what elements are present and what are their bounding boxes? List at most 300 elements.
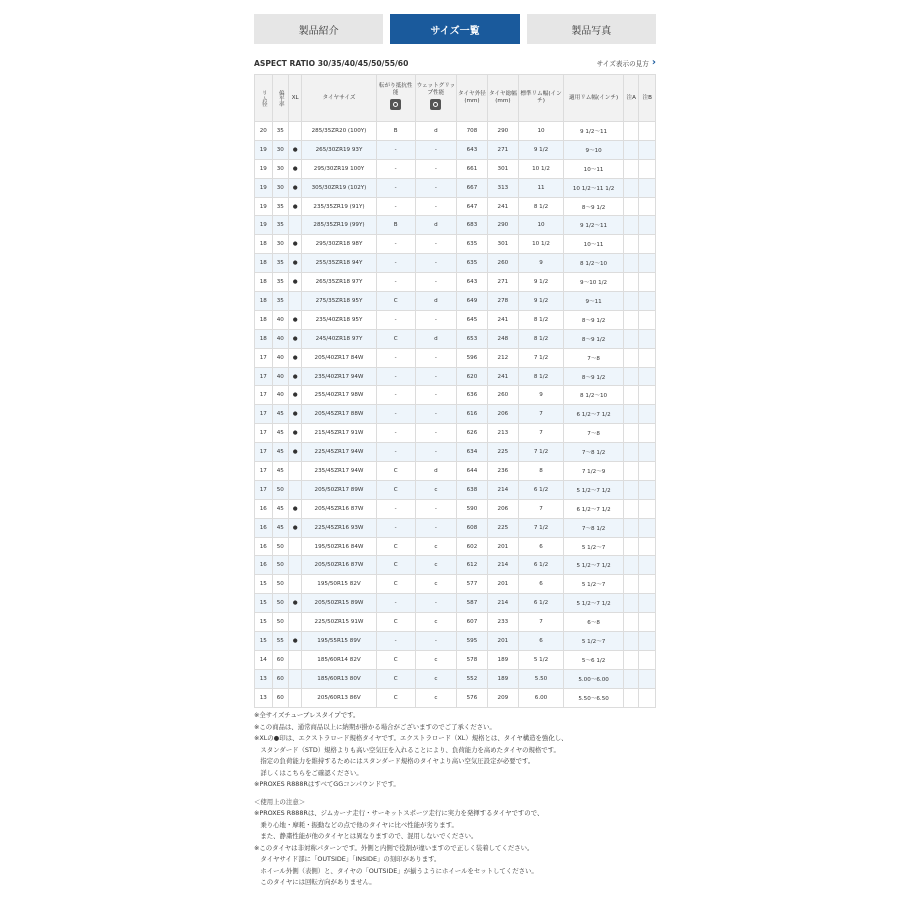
- cell-rolling-grade: C: [376, 329, 415, 348]
- table-row: [255, 292, 656, 311]
- cell-wet-grade: c: [415, 688, 456, 707]
- cell-aspect-ratio: 40: [272, 348, 288, 367]
- cell-rim-diameter: 15: [255, 613, 273, 632]
- cell-tire-size: 225/45ZR17 94W: [302, 443, 376, 462]
- cell-rim-diameter: 13: [255, 669, 273, 688]
- cell-xl-mark: ●: [289, 443, 302, 462]
- cell-note-b: [639, 424, 656, 443]
- size-guide-label[interactable]: サイズ表示の見方: [596, 60, 649, 68]
- cell-note-b: [639, 122, 656, 141]
- size-guide-link[interactable]: [597, 58, 656, 68]
- cell-aspect-ratio: 40: [272, 329, 288, 348]
- table-row: [255, 254, 656, 273]
- cell-note-b: [639, 310, 656, 329]
- cell-outer-diameter: 552: [457, 669, 488, 688]
- cell-note-a: [623, 575, 638, 594]
- notes-section: [254, 710, 674, 889]
- cell-rim-diameter: 13: [255, 688, 273, 707]
- cell-note-a: [623, 273, 638, 292]
- cell-xl-mark: ●: [289, 424, 302, 443]
- col-applicable-rim: 適用リム幅(インチ): [564, 75, 624, 122]
- cell-tire-size: 205/45ZR17 88W: [302, 405, 376, 424]
- cell-applicable-rim: 8 1/2～10: [564, 386, 624, 405]
- table-row: [255, 613, 656, 632]
- size-table: [254, 74, 656, 708]
- cell-aspect-ratio: 40: [272, 386, 288, 405]
- cell-wet-grade: -: [415, 443, 456, 462]
- cell-total-width: 278: [487, 292, 518, 311]
- cell-note-a: [623, 235, 638, 254]
- cell-total-width: 213: [487, 424, 518, 443]
- cell-standard-rim: 6.00: [518, 688, 563, 707]
- cell-rolling-grade: -: [376, 310, 415, 329]
- table-row: [255, 499, 656, 518]
- table-row: [255, 556, 656, 575]
- cell-rim-diameter: 17: [255, 462, 273, 481]
- notes-list: [254, 710, 674, 791]
- cell-aspect-ratio: 55: [272, 632, 288, 651]
- cell-total-width: 225: [487, 518, 518, 537]
- table-row: [255, 669, 656, 688]
- cell-standard-rim: 9: [518, 386, 563, 405]
- cell-applicable-rim: 8～9 1/2: [564, 310, 624, 329]
- cell-tire-size: 205/50ZR15 89W: [302, 594, 376, 613]
- cell-note-b: [639, 632, 656, 651]
- table-row: [255, 235, 656, 254]
- cell-rolling-grade: -: [376, 367, 415, 386]
- cell-note-b: [639, 613, 656, 632]
- cell-outer-diameter: 661: [457, 159, 488, 178]
- table-row: [255, 518, 656, 537]
- cell-rolling-grade: -: [376, 197, 415, 216]
- cell-applicable-rim: 5.00～6.00: [564, 669, 624, 688]
- cell-note-b: [639, 669, 656, 688]
- cell-total-width: 189: [487, 650, 518, 669]
- cell-note-b: [639, 386, 656, 405]
- cell-total-width: 260: [487, 386, 518, 405]
- cell-outer-diameter: 602: [457, 537, 488, 556]
- cell-tire-size: 285/35ZR19 (99Y): [302, 216, 376, 235]
- cell-outer-diameter: 635: [457, 235, 488, 254]
- cell-xl-mark: ●: [289, 594, 302, 613]
- cell-applicable-rim: 5.50～6.50: [564, 688, 624, 707]
- cell-standard-rim: 6 1/2: [518, 556, 563, 575]
- cell-note-b: [639, 178, 656, 197]
- cell-xl-mark: [289, 292, 302, 311]
- cell-tire-size: 205/60R13 86V: [302, 688, 376, 707]
- cell-aspect-ratio: 50: [272, 556, 288, 575]
- col-aspect-ratio: 偏平率: [272, 75, 288, 122]
- cell-xl-mark: ●: [289, 197, 302, 216]
- cell-note-a: [623, 632, 638, 651]
- cell-tire-size: 205/40ZR17 84W: [302, 348, 376, 367]
- cell-total-width: 290: [487, 122, 518, 141]
- cell-standard-rim: 7 1/2: [518, 518, 563, 537]
- cell-rim-diameter: 19: [255, 159, 273, 178]
- size-table-body: [255, 122, 656, 708]
- cell-wet-grade: -: [415, 348, 456, 367]
- cell-tire-size: 235/40ZR18 95Y: [302, 310, 376, 329]
- cell-rolling-grade: -: [376, 386, 415, 405]
- cell-rim-diameter: 17: [255, 443, 273, 462]
- cell-outer-diameter: 644: [457, 462, 488, 481]
- heading-row: [254, 56, 656, 70]
- col-note-b: 注B: [639, 75, 656, 122]
- cell-total-width: 201: [487, 537, 518, 556]
- cell-total-width: 313: [487, 178, 518, 197]
- tab-bar: [254, 14, 656, 44]
- cell-standard-rim: 10 1/2: [518, 159, 563, 178]
- cell-rolling-grade: -: [376, 424, 415, 443]
- cell-applicable-rim: 6～8: [564, 613, 624, 632]
- cell-outer-diameter: 667: [457, 178, 488, 197]
- table-row: [255, 480, 656, 499]
- cell-outer-diameter: 616: [457, 405, 488, 424]
- cell-aspect-ratio: 50: [272, 537, 288, 556]
- cell-outer-diameter: 626: [457, 424, 488, 443]
- cell-total-width: 201: [487, 575, 518, 594]
- cell-rim-diameter: 19: [255, 197, 273, 216]
- note-line: ※XLの●印は、エクストラロード規格タイヤです。エクストラロード（XL）規格とは、タイヤ構造を強化し、: [254, 734, 568, 742]
- usage-note-line: また、静粛性能が他のタイヤとは異なりますので、混用しないでください。: [254, 832, 478, 840]
- cell-note-b: [639, 159, 656, 178]
- cell-applicable-rim: 7～8 1/2: [564, 518, 624, 537]
- note-line: ※PROXES R888RはすべてGGコンパウンドです。: [254, 780, 400, 788]
- cell-rim-diameter: 17: [255, 386, 273, 405]
- cell-rim-diameter: 14: [255, 650, 273, 669]
- cell-tire-size: 255/40ZR17 98W: [302, 386, 376, 405]
- cell-aspect-ratio: 30: [272, 159, 288, 178]
- cell-total-width: 301: [487, 159, 518, 178]
- usage-note-line: このタイヤには回転方向がありません。: [254, 878, 376, 886]
- cell-standard-rim: 6 1/2: [518, 480, 563, 499]
- cell-rolling-grade: B: [376, 216, 415, 235]
- cell-outer-diameter: 587: [457, 594, 488, 613]
- cell-applicable-rim: 5 1/2～7 1/2: [564, 480, 624, 499]
- cell-xl-mark: [289, 613, 302, 632]
- cell-rolling-grade: -: [376, 273, 415, 292]
- cell-outer-diameter: 643: [457, 140, 488, 159]
- cell-note-a: [623, 367, 638, 386]
- chevron-right-icon[interactable]: ›: [651, 57, 656, 68]
- aspect-ratio-heading: ASPECT RATIO 30/35/40/45/50/55/60: [254, 58, 409, 68]
- cell-note-a: [623, 613, 638, 632]
- cell-wet-grade: -: [415, 499, 456, 518]
- cell-xl-mark: [289, 575, 302, 594]
- cell-xl-mark: ●: [289, 518, 302, 537]
- cell-tire-size: 195/50R15 82V: [302, 575, 376, 594]
- usage-note-line: ホイール外側（表側）と、タイヤの「OUTSIDE」が揃うようにホイールをセットしてください。: [254, 866, 538, 875]
- cell-xl-mark: ●: [289, 273, 302, 292]
- cell-outer-diameter: 649: [457, 292, 488, 311]
- col-xl: XL: [289, 75, 302, 122]
- cell-applicable-rim: 9～10 1/2: [564, 273, 624, 292]
- cell-note-b: [639, 575, 656, 594]
- cell-outer-diameter: 620: [457, 367, 488, 386]
- cell-tire-size: 185/60R13 80V: [302, 669, 376, 688]
- cell-rolling-grade: -: [376, 499, 415, 518]
- table-row: [255, 140, 656, 159]
- table-row: [255, 405, 656, 424]
- cell-note-a: [623, 688, 638, 707]
- table-row: [255, 650, 656, 669]
- cell-note-a: [623, 159, 638, 178]
- cell-rolling-grade: C: [376, 575, 415, 594]
- cell-total-width: 214: [487, 556, 518, 575]
- table-row: [255, 632, 656, 651]
- cell-xl-mark: ●: [289, 254, 302, 273]
- cell-outer-diameter: 595: [457, 632, 488, 651]
- cell-rim-diameter: 17: [255, 405, 273, 424]
- cell-rim-diameter: 19: [255, 178, 273, 197]
- cell-note-b: [639, 216, 656, 235]
- cell-standard-rim: 9: [518, 254, 563, 273]
- cell-note-b: [639, 462, 656, 481]
- cell-tire-size: 185/60R14 82V: [302, 650, 376, 669]
- cell-rolling-grade: -: [376, 443, 415, 462]
- cell-standard-rim: 8 1/2: [518, 310, 563, 329]
- cell-note-b: [639, 348, 656, 367]
- table-row: [255, 424, 656, 443]
- cell-rim-diameter: 20: [255, 122, 273, 141]
- cell-outer-diameter: 635: [457, 254, 488, 273]
- col-note-a: 注A: [623, 75, 638, 122]
- cell-note-a: [623, 424, 638, 443]
- cell-rolling-grade: -: [376, 632, 415, 651]
- cell-note-a: [623, 197, 638, 216]
- cell-note-b: [639, 499, 656, 518]
- cell-wet-grade: c: [415, 480, 456, 499]
- cell-aspect-ratio: 45: [272, 499, 288, 518]
- cell-note-a: [623, 518, 638, 537]
- cell-xl-mark: ●: [289, 499, 302, 518]
- cell-wet-grade: -: [415, 424, 456, 443]
- cell-rolling-grade: C: [376, 688, 415, 707]
- cell-rim-diameter: 18: [255, 254, 273, 273]
- cell-rolling-grade: -: [376, 159, 415, 178]
- cell-xl-mark: ●: [289, 632, 302, 651]
- cell-standard-rim: 7: [518, 499, 563, 518]
- cell-xl-mark: ●: [289, 386, 302, 405]
- cell-note-b: [639, 292, 656, 311]
- cell-tire-size: 265/30ZR19 93Y: [302, 140, 376, 159]
- cell-note-b: [639, 594, 656, 613]
- note-line: スタンダード（STD）規格よりも高い空気圧を入れることにより、負荷能力を高めたタイヤの規格です。: [254, 745, 560, 754]
- cell-note-a: [623, 669, 638, 688]
- cell-outer-diameter: 643: [457, 273, 488, 292]
- cell-applicable-rim: 5 1/2～7 1/2: [564, 594, 624, 613]
- cell-note-b: [639, 480, 656, 499]
- cell-aspect-ratio: 45: [272, 462, 288, 481]
- cell-note-b: [639, 518, 656, 537]
- cell-aspect-ratio: 35: [272, 292, 288, 311]
- cell-aspect-ratio: 60: [272, 688, 288, 707]
- cell-note-a: [623, 537, 638, 556]
- cell-note-b: [639, 140, 656, 159]
- cell-standard-rim: 8 1/2: [518, 329, 563, 348]
- cell-standard-rim: 5.50: [518, 669, 563, 688]
- cell-wet-grade: c: [415, 556, 456, 575]
- cell-outer-diameter: 636: [457, 386, 488, 405]
- cell-standard-rim: 10: [518, 216, 563, 235]
- cell-total-width: 271: [487, 273, 518, 292]
- cell-outer-diameter: 576: [457, 688, 488, 707]
- cell-tire-size: 265/35ZR18 97Y: [302, 273, 376, 292]
- cell-rolling-grade: C: [376, 556, 415, 575]
- cell-tire-size: 305/30ZR19 (102Y): [302, 178, 376, 197]
- cell-xl-mark: ●: [289, 348, 302, 367]
- cell-applicable-rim: 6 1/2～7 1/2: [564, 499, 624, 518]
- cell-outer-diameter: 634: [457, 443, 488, 462]
- cell-rim-diameter: 16: [255, 556, 273, 575]
- cell-note-a: [623, 480, 638, 499]
- cell-standard-rim: 7: [518, 613, 563, 632]
- cell-rolling-grade: -: [376, 254, 415, 273]
- cell-wet-grade: -: [415, 310, 456, 329]
- cell-rim-diameter: 19: [255, 216, 273, 235]
- cell-xl-mark: ●: [289, 310, 302, 329]
- cell-note-b: [639, 537, 656, 556]
- cell-rolling-grade: C: [376, 537, 415, 556]
- table-row: [255, 367, 656, 386]
- cell-wet-grade: -: [415, 178, 456, 197]
- note-line: 詳しくはこちらをご確認ください。: [254, 768, 363, 777]
- cell-rim-diameter: 18: [255, 273, 273, 292]
- cell-applicable-rim: 7～8: [564, 348, 624, 367]
- table-row: [255, 462, 656, 481]
- col-rim-diameter: リム径: [255, 75, 273, 122]
- cell-tire-size: 235/45ZR17 94W: [302, 462, 376, 481]
- cell-xl-mark: [289, 216, 302, 235]
- cell-tire-size: 285/35ZR20 (100Y): [302, 122, 376, 141]
- cell-aspect-ratio: 40: [272, 310, 288, 329]
- cell-applicable-rim: 9～11: [564, 292, 624, 311]
- cell-applicable-rim: 5 1/2～7 1/2: [564, 556, 624, 575]
- cell-tire-size: 205/45ZR16 87W: [302, 499, 376, 518]
- cell-aspect-ratio: 45: [272, 424, 288, 443]
- cell-total-width: 260: [487, 254, 518, 273]
- rolling-resistance-label: 転がり抵抗性能: [378, 83, 413, 96]
- cell-wet-grade: d: [415, 122, 456, 141]
- cell-tire-size: 205/50ZR16 87W: [302, 556, 376, 575]
- cell-standard-rim: 9 1/2: [518, 140, 563, 159]
- cell-tire-size: 195/55R15 89V: [302, 632, 376, 651]
- cell-note-b: [639, 688, 656, 707]
- cell-xl-mark: ●: [289, 159, 302, 178]
- table-row: [255, 575, 656, 594]
- usage-note-line: タイヤサイド部に「OUTSIDE」「INSIDE」の刻印があります。: [254, 855, 441, 863]
- tab-product-intro[interactable]: 製品紹介: [254, 14, 383, 44]
- usage-note-line: 乗り心地・摩耗・振動などの点で他のタイヤに比べ性能が劣ります。: [254, 820, 458, 829]
- cell-note-a: [623, 556, 638, 575]
- cell-total-width: 189: [487, 669, 518, 688]
- cell-outer-diameter: 683: [457, 216, 488, 235]
- cell-applicable-rim: 7～8 1/2: [564, 443, 624, 462]
- cell-note-a: [623, 216, 638, 235]
- cell-applicable-rim: 6 1/2～7 1/2: [564, 405, 624, 424]
- cell-aspect-ratio: 30: [272, 178, 288, 197]
- cell-outer-diameter: 590: [457, 499, 488, 518]
- cell-outer-diameter: 612: [457, 556, 488, 575]
- cell-standard-rim: 9 1/2: [518, 273, 563, 292]
- cell-note-a: [623, 292, 638, 311]
- cell-rim-diameter: 18: [255, 235, 273, 254]
- cell-note-b: [639, 556, 656, 575]
- cell-standard-rim: 10: [518, 122, 563, 141]
- cell-wet-grade: -: [415, 367, 456, 386]
- cell-note-a: [623, 310, 638, 329]
- cell-xl-mark: [289, 688, 302, 707]
- cell-tire-size: 295/30ZR18 98Y: [302, 235, 376, 254]
- cell-applicable-rim: 8～9 1/2: [564, 197, 624, 216]
- cell-standard-rim: 7: [518, 424, 563, 443]
- cell-wet-grade: d: [415, 329, 456, 348]
- cell-total-width: 236: [487, 462, 518, 481]
- cell-note-a: [623, 122, 638, 141]
- cell-aspect-ratio: 50: [272, 480, 288, 499]
- cell-wet-grade: c: [415, 650, 456, 669]
- cell-aspect-ratio: 35: [272, 273, 288, 292]
- cell-applicable-rim: 5 1/2～7: [564, 537, 624, 556]
- cell-rim-diameter: 17: [255, 480, 273, 499]
- cell-aspect-ratio: 60: [272, 650, 288, 669]
- cell-note-b: [639, 273, 656, 292]
- cell-standard-rim: 11: [518, 178, 563, 197]
- cell-note-a: [623, 178, 638, 197]
- cell-standard-rim: 9 1/2: [518, 292, 563, 311]
- cell-note-b: [639, 197, 656, 216]
- cell-note-a: [623, 499, 638, 518]
- cell-note-a: [623, 405, 638, 424]
- cell-tire-size: 245/40ZR18 97Y: [302, 329, 376, 348]
- usage-note-line: ※PROXES R888Rは、ジムカーナ走行・サーキットスポーツ走行に実力を発揮するタイヤですので、: [254, 809, 544, 817]
- cell-rolling-grade: -: [376, 178, 415, 197]
- cell-aspect-ratio: 30: [272, 140, 288, 159]
- table-header-row: [255, 75, 656, 122]
- table-row: [255, 386, 656, 405]
- table-row: [255, 178, 656, 197]
- cell-rolling-grade: C: [376, 669, 415, 688]
- cell-aspect-ratio: 50: [272, 613, 288, 632]
- cell-aspect-ratio: 45: [272, 405, 288, 424]
- cell-total-width: 241: [487, 197, 518, 216]
- cell-applicable-rim: 8 1/2～10: [564, 254, 624, 273]
- cell-note-b: [639, 235, 656, 254]
- table-row: [255, 443, 656, 462]
- cell-applicable-rim: 9 1/2～11: [564, 122, 624, 141]
- cell-xl-mark: ●: [289, 405, 302, 424]
- cell-total-width: 225: [487, 443, 518, 462]
- tab-product-photos[interactable]: 製品写真: [527, 14, 656, 44]
- cell-wet-grade: c: [415, 613, 456, 632]
- cell-wet-grade: c: [415, 537, 456, 556]
- cell-applicable-rim: 10～11: [564, 235, 624, 254]
- cell-xl-mark: ●: [289, 329, 302, 348]
- tab-size-list[interactable]: サイズ一覧: [390, 14, 519, 44]
- wet-grip-icon: [430, 99, 441, 110]
- cell-tire-size: 225/45ZR16 93W: [302, 518, 376, 537]
- cell-applicable-rim: 10 1/2～11 1/2: [564, 178, 624, 197]
- cell-aspect-ratio: 60: [272, 669, 288, 688]
- cell-rim-diameter: 18: [255, 292, 273, 311]
- cell-applicable-rim: 5 1/2～7: [564, 632, 624, 651]
- table-row: [255, 122, 656, 141]
- cell-aspect-ratio: 50: [272, 575, 288, 594]
- cell-tire-size: 225/50ZR15 91W: [302, 613, 376, 632]
- col-total-width: タイヤ総幅(mm): [487, 75, 518, 122]
- cell-rolling-grade: C: [376, 480, 415, 499]
- cell-rim-diameter: 19: [255, 140, 273, 159]
